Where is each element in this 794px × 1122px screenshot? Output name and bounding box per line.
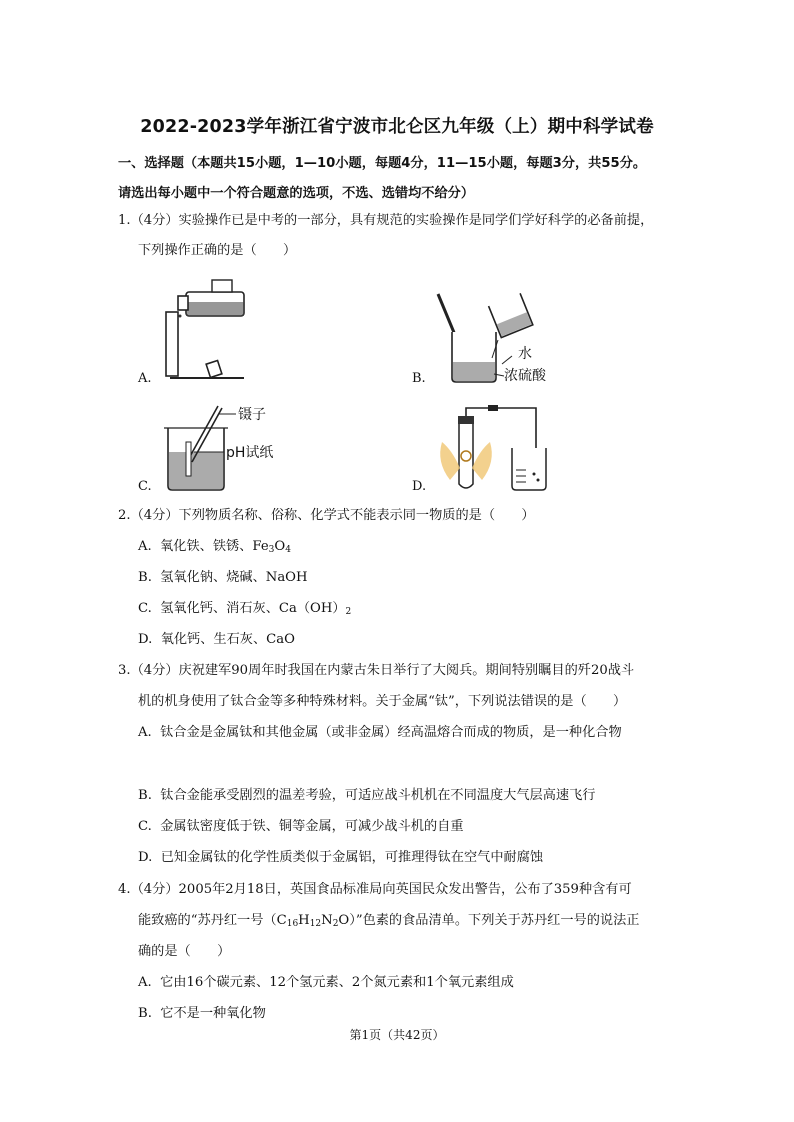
q4-stem-line3: 确的是（ ） [138,944,231,959]
figure-b-diluting-acid [432,292,564,386]
q2-stem: 2.（4分）下列物质名称、俗称、化学式不能表示同一物质的是（ ） [118,508,535,523]
label-ph-paper: pH试纸 [226,445,274,461]
figure-a-pouring-solid [160,268,250,384]
q3-option-d: D. 已知金属钛的化学性质类似于金属铝，可推理得钛在空气中耐腐蚀 [138,850,544,865]
label-water: 水 [518,346,532,362]
q3-option-a: A. 钛合金是金属钛和其他金属（或非金属）经高温熔合而成的物质，是一种化合物 [138,725,622,740]
q1-option-c-letter: C. [138,479,152,494]
q2-option-b: B. 氢氧化钠、烧碱、NaOH [138,570,308,585]
q3-option-b: B. 钛合金能承受剧烈的温差考验，可适应战斗机机在不同温度大气层高速飞行 [138,788,596,803]
q4-option-a: A. 它由16个碳元素、12个氢元素、2个氮元素和1个氧元素组成 [138,975,514,990]
q4-option-b: B. 它不是一种氧化物 [138,1006,266,1021]
q1-stem-line2: 下列操作正确的是（ ） [138,243,297,258]
q4-stem-line2: 能致癌的“苏丹红一号$(C_{16}H_{12}N_2O)$”色素的食品清单。下列关于苏丹红一号的说法正 [138,913,640,929]
q4-stem-line1: 4.（4分）2005年2月18日，英国食品标准局向英国民众发出警告，公布了359种含有可 [118,882,632,897]
figure-d-heating-tube [432,398,550,494]
q3-option-c: C. 金属钛密度低于铁、铜等金属，可减少战斗机的自重 [138,819,464,834]
q3-stem-line2: 机的机身使用了钛合金等多种特殊材料。关于金属“钛”，下列说法错误的是（ ） [138,694,627,709]
q2-option-d: D. 氧化钙、生石灰、CaO [138,632,295,647]
q3-stem-line1: 3.（4分）庆祝建军90周年时我国在内蒙古朱日举行了大阅兵。期间特别瞩目的歼20战斗 [118,663,635,678]
page-footer: 第1页（共42页） [349,1028,445,1042]
q1-option-a-letter: A. [138,371,152,386]
q2-option-a: A. 氧化铁、铁锈、$Fe_3O_4$ [138,539,291,555]
section-heading-line2: 请选出每小题中一个符合题意的选项，不选、选错均不给分） [118,186,475,201]
label-tweezers: 镊子 [238,407,266,423]
page-title: 2022-2023学年浙江省宁波市北仑区九年级（上）期中科学试卷 [140,117,654,137]
q2-option-c: C. 氢氧化钙、消石灰、$Ca(OH)_2$ [138,601,352,617]
q1-option-d-letter: D. [412,479,427,494]
section-heading-line1: 一、选择题（本题共15小题，1—10小题，每题4分，11—15小题，每题3分，共55分。 [118,156,647,171]
figure-c-ph-test [160,402,280,494]
label-conc-acid: 浓硫酸 [504,368,546,384]
q1-option-b-letter: B. [412,371,426,386]
q2-option-a-letter: A. [138,539,152,554]
q1-stem-line1: 1.（4分）实验操作已是中考的一部分，具有规范的实验操作是同学们学好科学的必备前提， [118,213,654,228]
